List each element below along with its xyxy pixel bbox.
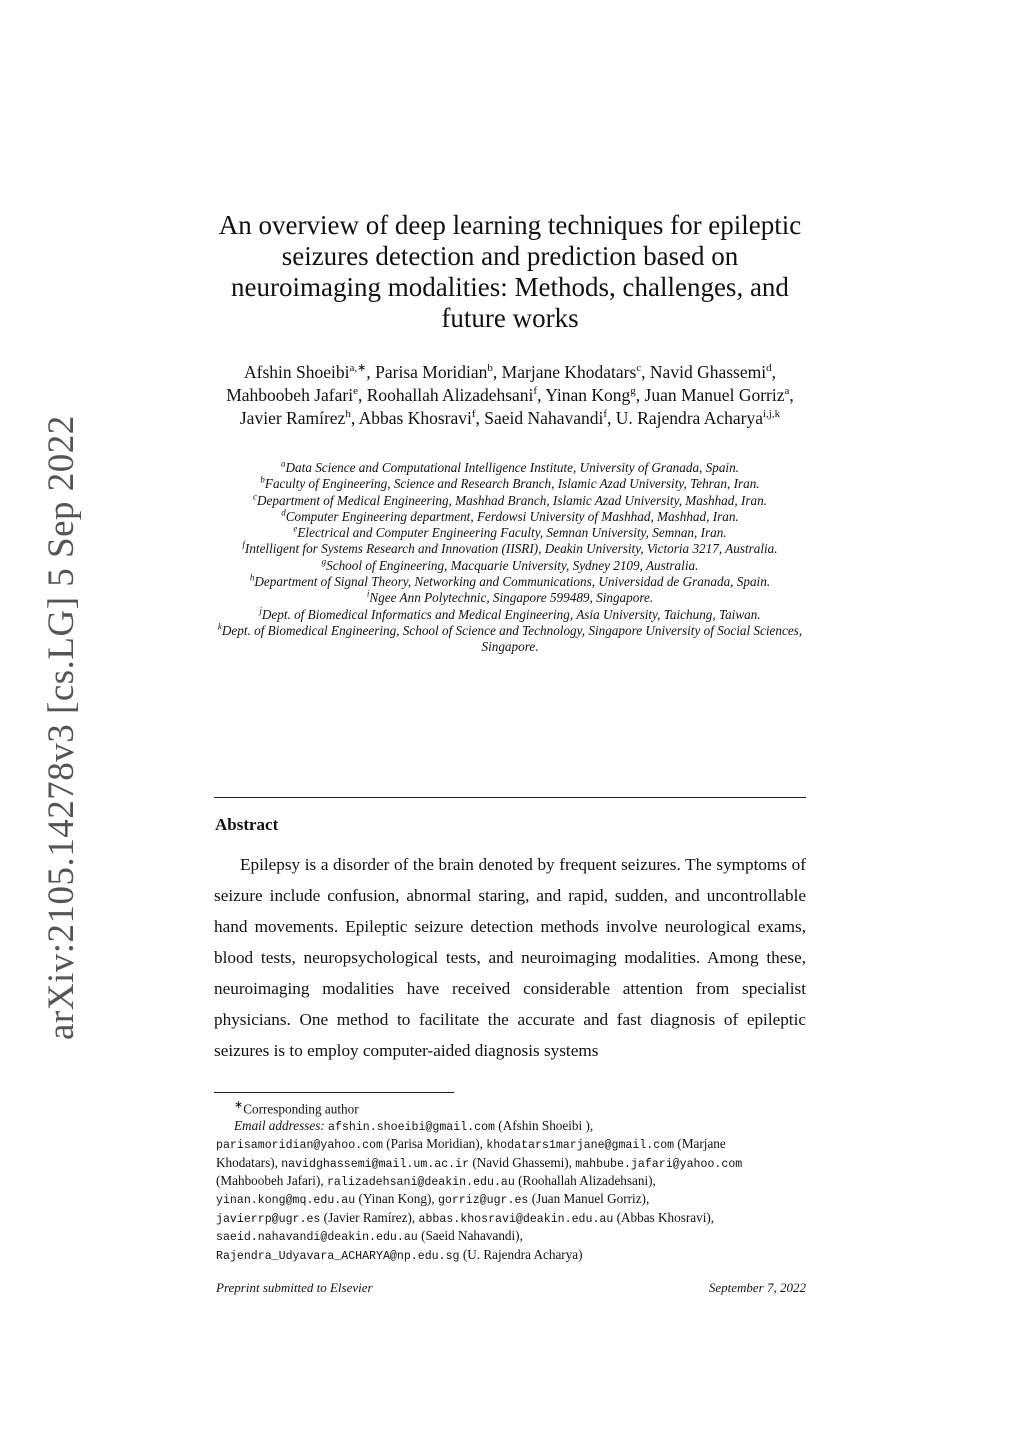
corresponding-author-note (216, 1097, 806, 1118)
affiliation-mark: j (259, 605, 262, 616)
affiliation-list (210, 460, 810, 656)
email-owner: (Juan Manuel Gorriz), (528, 1191, 650, 1207)
affiliation (210, 509, 810, 525)
affiliation (210, 476, 810, 492)
affiliation-mark: k (217, 621, 222, 632)
affiliation-mark: b (260, 474, 265, 485)
email-owner: (Saeid Nahavandi), (417, 1228, 523, 1244)
author-affiliation-mark: c (636, 362, 642, 375)
email-owner: Khodatars), (216, 1154, 282, 1170)
author-name: Mahboobeh Jafari (226, 385, 354, 405)
author-affiliation-mark: h (345, 408, 351, 421)
author (616, 408, 780, 428)
author: Marjane Khodatars$^c$, (501, 362, 650, 382)
email-line (216, 1210, 806, 1228)
author: Navid Ghassemi$^d$, (649, 362, 776, 382)
author-name: Navid Ghassemi (649, 362, 767, 382)
author: Juan Manuel Gorriz$^a$, (644, 385, 794, 405)
affiliation (210, 460, 810, 476)
affiliation (210, 541, 810, 557)
affiliation (210, 525, 810, 541)
email-line (216, 1155, 806, 1173)
author-name: Juan Manuel Gorriz (644, 385, 785, 405)
email-owner: (Marjane (674, 1136, 726, 1152)
affiliation-text: School of Engineering, Macquarie University, Sydney 2109, Australia. (326, 557, 699, 573)
email-owner: (Yinan Kong), (355, 1191, 438, 1207)
email-address: abbas.khosravi@deakin.edu.au (418, 1212, 614, 1226)
affiliation-mark: c (253, 491, 257, 502)
email-owner: (Roohallah Alizadehsani), (514, 1173, 656, 1189)
email-owner: (U. Rajendra Acharya) (459, 1246, 583, 1262)
affiliation (210, 493, 810, 509)
author-affiliation-mark: f (533, 385, 538, 398)
author-list (212, 361, 808, 430)
affiliation-text: Department of Signal Theory, Networking and Communications, Universidad de Granada, Spain. (254, 574, 771, 590)
affiliation-mark: a (281, 458, 286, 469)
author-name: Saeid Nahavandi (484, 408, 604, 428)
abstract-top-rule (214, 797, 806, 798)
corresponding-mark: ∗ (234, 1099, 244, 1111)
email-owner: (Abbas Khosravi), (613, 1209, 715, 1225)
email-line (216, 1136, 806, 1154)
footnotes (216, 1097, 806, 1265)
affiliation-text: Electrical and Computer Engineering Faculty, Semnan University, Semnan, Iran. (297, 525, 727, 541)
affiliation-text: Data Science and Computational Intelligence Institute, University of Granada, Spain. (285, 460, 739, 475)
affiliation-mark: g (321, 556, 327, 567)
affiliation (210, 574, 810, 590)
author: Yinan Kong$^g$, (545, 385, 645, 405)
author: Afshin Shoeibi$^{a,∗}$, (244, 362, 376, 382)
affiliation-text: Dept. of Biomedical Informatics and Medical Engineering, Asia University, Taichung, Taiwan. (261, 606, 761, 622)
email-address: yinan.kong@mq.edu.au (216, 1194, 356, 1208)
email-line (216, 1247, 806, 1265)
email-addresses-label: Email addresses: (234, 1117, 325, 1133)
affiliation-text: Faculty of Engineering, Science and Research Branch, Islamic Azad University, Tehran, Iran. (264, 476, 760, 492)
email-address: Rajendra_Udyavara_ACHARYA@np.edu.sg (216, 1249, 460, 1263)
paper-title: An overview of deep learning techniques for epileptic seizures detection and prediction based on neuroimaging modalities: Methods, challenges, and future works (218, 210, 802, 333)
author-affiliation-mark: f (471, 408, 476, 421)
email-address: saeid.nahavandi@deakin.edu.au (216, 1231, 418, 1245)
author-name: Afshin Shoeibi (244, 362, 350, 382)
email-line (216, 1191, 806, 1209)
email-address: afshin.shoeibi@gmail.com (328, 1120, 495, 1134)
author-name: Roohallah Alizadehsani (366, 385, 534, 405)
affiliation-mark: i (366, 588, 370, 599)
author-affiliation-mark: g (630, 385, 636, 398)
author: Mahboobeh Jafari$^e$, (226, 385, 367, 405)
affiliation-mark: e (293, 523, 298, 534)
author: Abbas Khosravi$^f$, (358, 408, 485, 428)
author-affiliation-mark: i,j,k (763, 408, 781, 421)
email-line (216, 1173, 806, 1191)
preprint-note: Preprint submitted to Elsevier (216, 1280, 373, 1295)
author-name: U. Rajendra Acharya (615, 408, 763, 428)
email-owner: (Navid Ghassemi), (469, 1154, 576, 1170)
email-line (216, 1228, 806, 1246)
author-affiliation-mark: a,∗ (349, 362, 367, 375)
affiliation (210, 558, 810, 574)
affiliation-text: Dept. of Biomedical Engineering, School of Science and Technology, Singapore University of Social Sciences, Singapore. (221, 622, 803, 655)
footer-date: September 7, 2022 (708, 1280, 806, 1295)
email-address: gorriz@ugr.es (437, 1194, 529, 1208)
arxiv-identifier: arXiv:2105.14278v3 [cs.LG] 5 Sep 2022 (41, 415, 82, 1040)
author: Parisa Moridian$^b$, (375, 362, 502, 382)
email-owner: (Mahboobeh Jafari), (216, 1173, 327, 1189)
affiliation-text: Ngee Ann Polytechnic, Singapore 599489, Singapore. (369, 590, 654, 606)
author-affiliation-mark: a (784, 385, 790, 398)
email-address: javierrp@ugr.es (216, 1212, 321, 1226)
email-first-line (216, 1118, 806, 1136)
affiliation (210, 623, 810, 656)
email-owner: (Javier Ramírez), (320, 1209, 419, 1225)
author-name: Abbas Khosravi (358, 408, 472, 428)
email-address: navidghassemi@mail.um.ac.ir (281, 1157, 470, 1171)
email-address: parisamoridian@yahoo.com (216, 1139, 383, 1153)
author-name: Parisa Moridian (375, 362, 488, 382)
email-address: mahbube.jafari@yahoo.com (575, 1157, 743, 1171)
email-address: khodatars1marjane@gmail.com (486, 1139, 675, 1153)
email-list (216, 1136, 806, 1265)
affiliation-text: Computer Engineering department, Ferdowsi University of Mashhad, Mashhad, Iran. (285, 508, 739, 524)
author: Saeid Nahavandi$^f$, (484, 408, 616, 428)
affiliation-text: Intelligent for Systems Research and Innovation (IISRI), Deakin University, Victoria 3217, Australia. (244, 541, 778, 557)
author-affiliation-mark: e (353, 385, 358, 398)
affiliation-text: Department of Medical Engineering, Mashhad Branch, Islamic Azad University, Mashhad, Iran. (257, 492, 767, 508)
email-owner: (Afshin Shoeibi ), (495, 1117, 594, 1133)
footnote-rule (214, 1092, 454, 1093)
corresponding-label: Corresponding author (243, 1101, 359, 1117)
affiliation-mark: f (242, 540, 245, 551)
affiliation-mark: h (249, 572, 255, 583)
author-affiliation-mark: b (487, 362, 493, 375)
email-owner: (Parisa Moridian), (382, 1136, 487, 1152)
author-name: Javier Ramírez (239, 408, 346, 428)
author-affiliation-mark: d (766, 362, 772, 375)
author-name: Marjane Khodatars (501, 362, 637, 382)
author-name: Yinan Kong (545, 385, 631, 405)
affiliation (210, 607, 810, 623)
abstract-heading: Abstract (215, 815, 279, 834)
email-address: ralizadehsani@deakin.edu.au (326, 1176, 515, 1190)
author: Roohallah Alizadehsani$^f$, (366, 385, 546, 405)
affiliation-mark: d (281, 507, 286, 518)
author-affiliation-mark: f (603, 408, 608, 421)
abstract-text: Epilepsy is a disorder of the brain denoted by frequent seizures. The symptoms of seizure include confusion, abnormal staring, and rapid, sudden, and uncontrollable hand movements. Epileptic seizure detection methods involve neurological exams, blood tests, neuropsychological tests, and neuroimaging modalities. Among these, neuroimaging modalities have received considerable attention from specialist physicians. One method to facilitate the accurate and fast diagnosis of epileptic seizures is to employ computer-aided diagnosis systems (214, 855, 806, 1060)
author: Javier Ramírez$^h$, (239, 408, 359, 428)
affiliation (210, 590, 810, 606)
